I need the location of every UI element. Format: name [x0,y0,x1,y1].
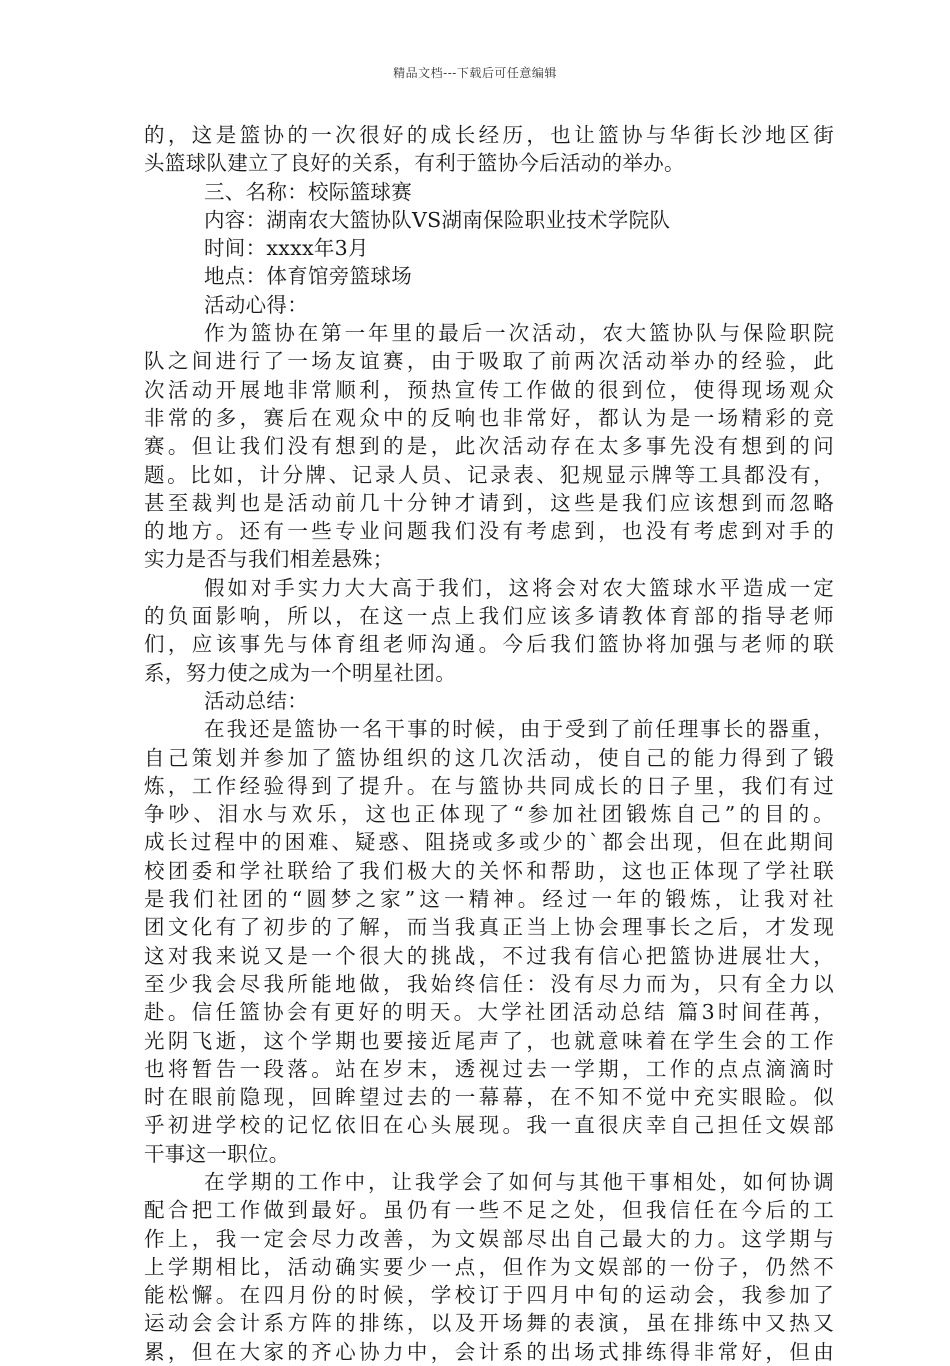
text-line: 赴。信任篮协会有更好的明天。大学社团活动总结 篇3时间荏苒， [144,1000,834,1025]
text-line: 乎初进学校的记忆依旧在心头展现。我一直很庆幸自己担任文娱部 [144,1113,834,1138]
text-line: 干事这一职位。 [144,1141,290,1166]
text-line: 的负面影响，所以，在这一点上我们应该多请教体育部的指导老师 [144,604,834,629]
text-line: 地点：体育馆旁篮球场 [204,264,412,289]
text-line: 活动总结： [204,688,308,713]
text-line: 系，努力使之成为一个明星社团。 [144,660,456,685]
text-line: 运动会会计系方阵的排练，以及开场舞的表演，虽在排练中又热又 [144,1311,834,1336]
text-line: 能松懈。在四月份的时候，学校订于四月中旬的运动会，我参加了 [144,1283,834,1308]
text-line: 争吵、泪水与欢乐，这也正体现了“参加社团锻炼自己”的目的。 [144,802,834,827]
text-line: 头篮球队建立了良好的关系，有利于篮协今后活动的举办。 [144,151,685,176]
text-line: 配合把工作做到最好。虽仍有一些不足之处，但我信任在今后的工 [144,1198,834,1223]
text-line: 在我还是篮协一名干事的时候，由于受到了前任理事长的器重， [204,717,834,742]
text-line: 上学期相比，活动确实要少一点，但作为文娱部的一份子，仍然不 [144,1254,834,1279]
text-line: 是我们社团的“圆梦之家”这一精神。经过一年的锻炼，让我对社 [144,887,834,912]
text-line: 也将暂告一段落。站在岁末，透视过去一学期，工作的点点滴滴时 [144,1056,834,1081]
page-header: 精品文档---下载后可任意编辑 [393,66,557,80]
text-line: 自己策划并参加了篮协组织的这几次活动，使自己的能力得到了锻 [144,745,834,770]
text-line: 们，应该事先与体育组老师沟通。今后我们篮协将加强与老师的联 [144,632,834,657]
text-line: 队之间进行了一场友谊赛，由于吸取了前两次活动举办的经验，此 [144,349,834,374]
text-line: 作上，我一定会尽力改善，为文娱部尽出自己最大的力。这学期与 [144,1226,834,1251]
text-line: 赛。但让我们没有想到的是，此次活动存在太多事先没有想到的问 [144,434,834,459]
text-line: 炼，工作经验得到了提升。在与篮协共同成长的日子里，我们有过 [144,773,834,798]
text-line: 内容：湖南农大篮协队VS湖南保险职业技术学院队 [204,207,671,232]
text-line: 活动心得： [204,292,308,317]
text-line: 的，这是篮协的一次很好的成长经历，也让篮协与华街长沙地区街 [144,123,834,147]
text-line: 假如对手实力大大高于我们，这将会对农大篮球水平造成一定 [204,575,834,600]
text-line: 次活动开展地非常顺利，预热宣传工作做的很到位，使得现场观众 [144,377,834,402]
text-line: 校团委和学社联给了我们极大的关怀和帮助，这也正体现了学社联 [144,858,834,883]
document-body [144,121,834,1366]
text-line: 的地方。还有一些专业问题我们没有考虑到，也没有考虑到对手的 [144,519,834,544]
text-line: 团文化有了初步的了解，而当我真正当上协会理事长之后，才发现 [144,915,834,940]
text-line: 实力是否与我们相差悬殊； [144,547,394,572]
text-line: 累，但在大家的齐心协力中，会计系的出场式排练得非常好，但由 [144,1339,834,1364]
text-line: 题。比如，计分牌、记录人员、记录表、犯规显示牌等工具都没有， [144,462,834,487]
text-line: 时间：xxxx年3月 [204,236,369,261]
text-line: 成长过程中的困难、疑惑、阻挠或多或少的`都会出现，但在此期间 [144,830,834,855]
text-line: 作为篮协在第一年里的最后一次活动，农大篮协队与保险职院 [204,321,834,346]
text-line: 甚至裁判也是活动前几十分钟才请到，这些是我们应该想到而忽略 [144,490,834,515]
text-line: 光阴飞逝，这个学期也要接近尾声了，也就意味着在学生会的工作 [144,1028,834,1053]
text-line: 三、名称：校际篮球赛 [204,179,412,204]
text-line: 这对我来说又是一个很大的挑战，不过我有信心把篮协进展壮大， [144,943,834,968]
text-line: 至少我会尽我所能地做，我始终信任：没有尽力而为，只有全力以 [144,971,834,996]
text-line: 非常的多，赛后在观众中的反响也非常好，都认为是一场精彩的竞 [144,405,834,430]
text-line: 在学期的工作中，让我学会了如何与其他干事相处，如何协调 [204,1169,834,1194]
text-line: 时在眼前隐现，回眸望过去的一幕幕，在不知不觉中充实眼睑。似 [144,1085,834,1110]
